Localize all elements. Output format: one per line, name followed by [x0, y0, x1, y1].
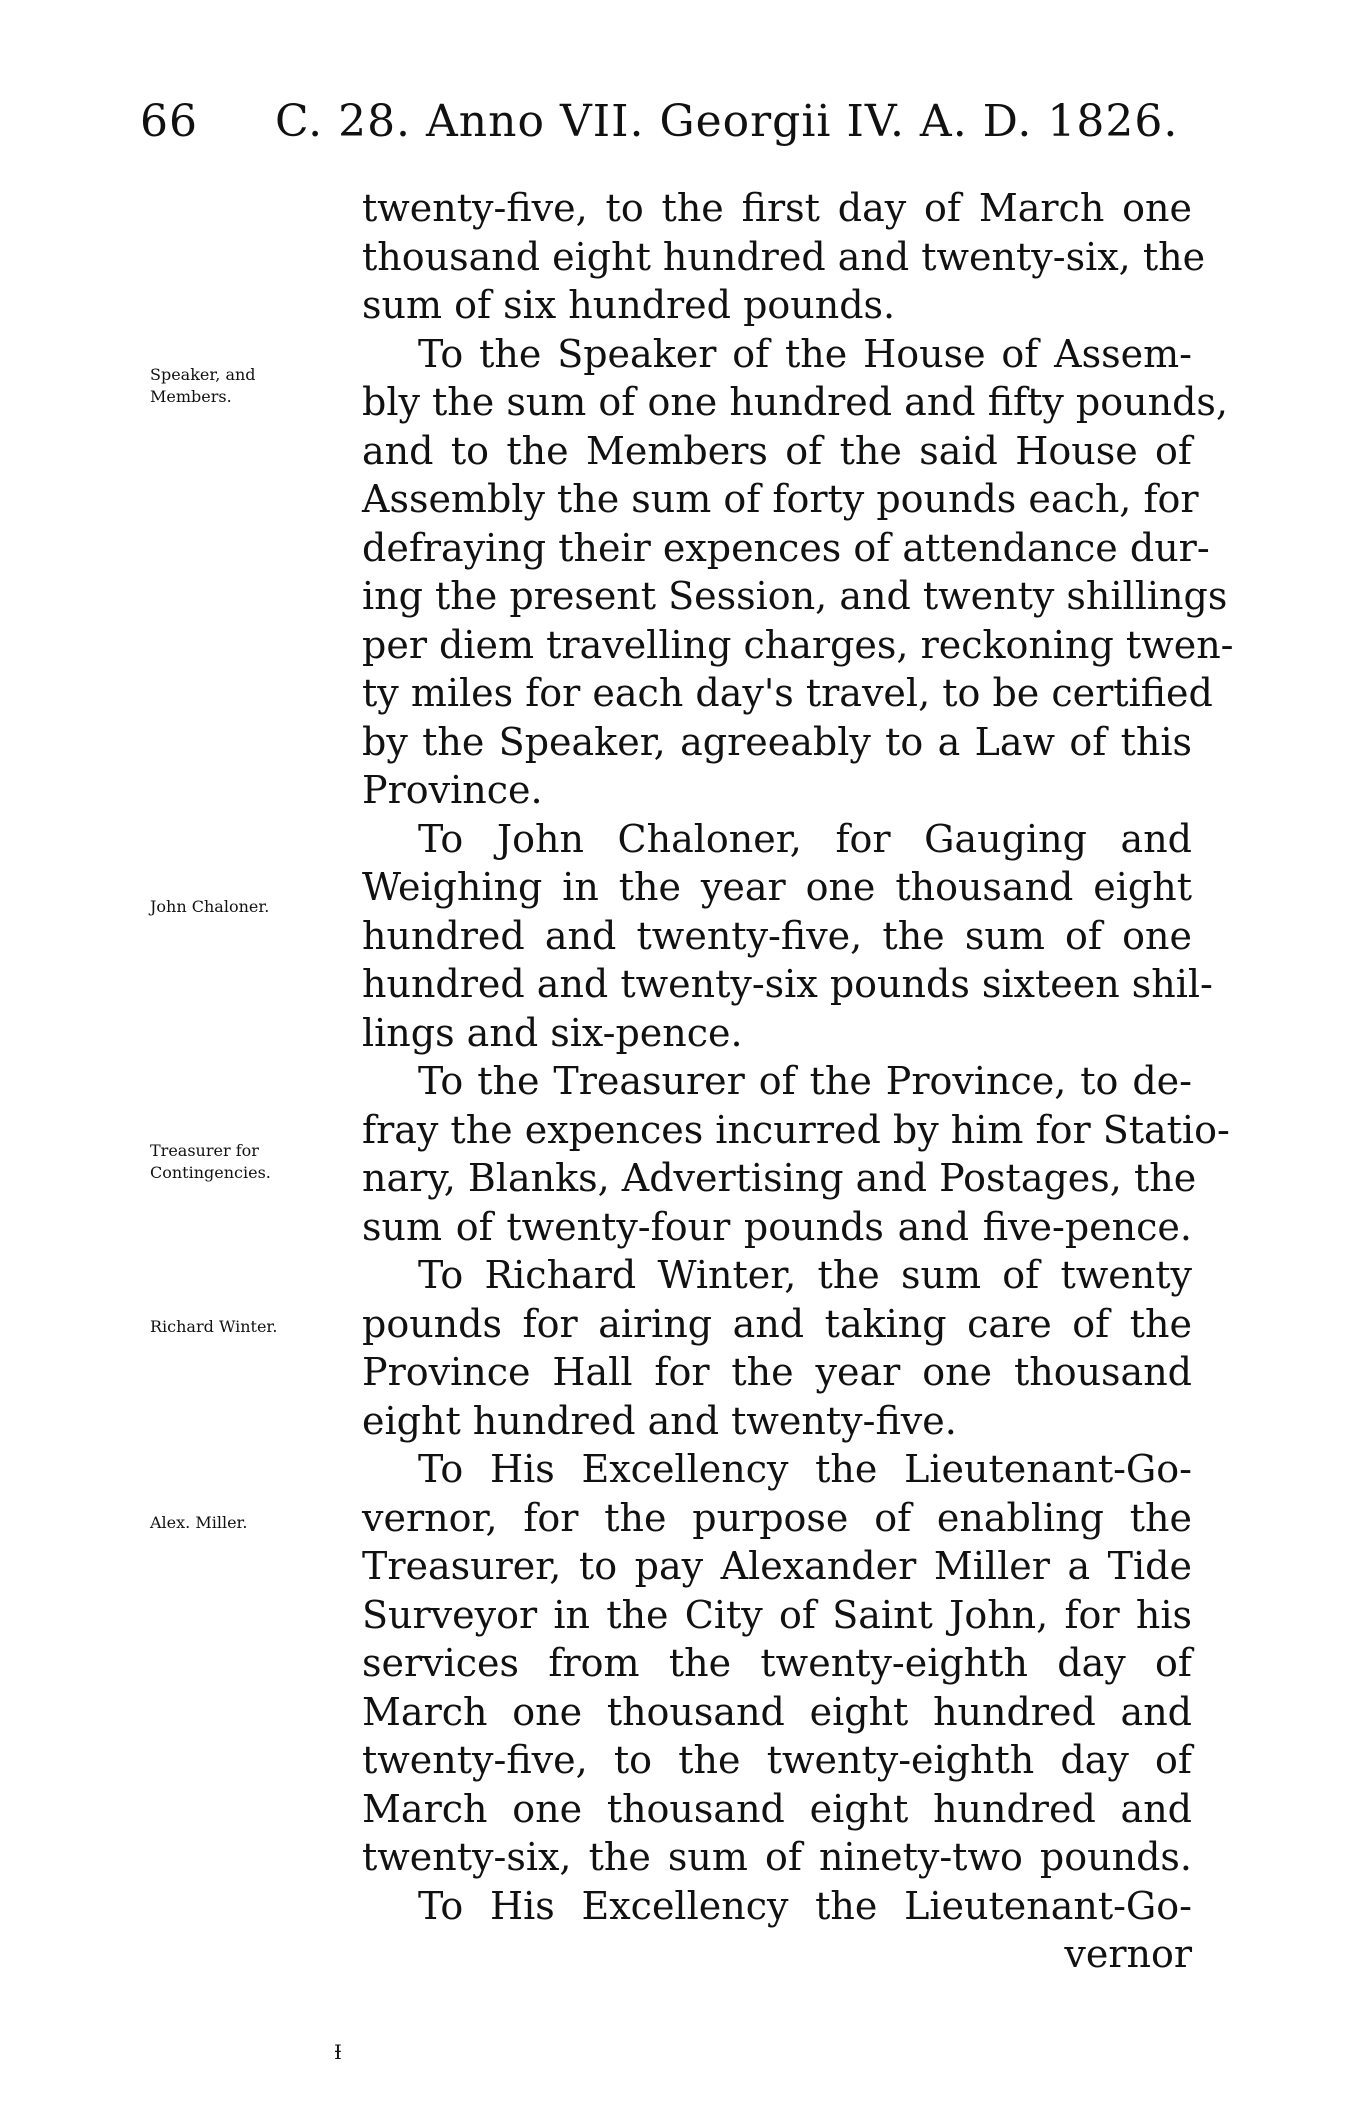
catchword: vernor: [1064, 1932, 1192, 1976]
body-line: services from the twenty-eighth day of: [362, 1641, 1192, 1685]
body-line: eight hundred and twenty-five.: [362, 1398, 957, 1443]
body-line: To Richard Winter, the sum of twenty: [418, 1253, 1192, 1297]
margin-note-line: Speaker, and: [150, 365, 256, 384]
body-line: ing the present Session, and twenty shillings: [362, 574, 1228, 618]
body-line: March one thousand eight hundred and: [362, 1689, 1192, 1734]
body-line: twenty-five, to the twenty-eighth day of: [362, 1738, 1192, 1782]
body-line: March one thousand eight hundred and: [362, 1786, 1192, 1831]
body-line: twenty-five, to the first day of March one: [362, 186, 1192, 230]
body-line: twenty-six, the sum of ninety-two pounds.: [362, 1835, 1192, 1879]
margin-note-line: Alex. Miller.: [150, 1513, 248, 1532]
margin-note-line: Treasurer for: [150, 1141, 259, 1160]
body-line: lings and six-pence.: [362, 1010, 743, 1055]
page-number: 66: [140, 96, 198, 147]
body-line: vernor, for the purpose of enabling the: [362, 1495, 1192, 1540]
body-line: Province Hall for the year one thousand: [362, 1350, 1192, 1394]
body-text: [362, 184, 1234, 1979]
body-line: ty miles for each day's travel, to be certified: [362, 671, 1213, 715]
body-line: fray the expences incurred by him for Statio-: [362, 1107, 1230, 1152]
body-line: nary, Blanks, Advertising and Postages, the: [362, 1156, 1197, 1200]
margin-note-treasurer: [150, 1140, 350, 1184]
body-line: defraying their expences of attendance dur-: [362, 525, 1210, 570]
body-line: bly the sum of one hundred and fifty pounds,: [362, 380, 1228, 424]
body-line: Province.: [362, 768, 543, 812]
body-line: Assembly the sum of forty pounds each, for: [362, 477, 1199, 521]
body-line: thousand eight hundred and twenty-six, the: [362, 234, 1206, 279]
margin-note-miller: [150, 1512, 350, 1534]
margin-note-line: Contingencies.: [150, 1163, 271, 1182]
body-line: To His Excellency the Lieutenant-Go-: [418, 1447, 1192, 1491]
body-line: Treasurer, to pay Alexander Miller a Tide: [362, 1544, 1192, 1588]
body-line: pounds for airing and taking care of the: [362, 1301, 1192, 1346]
margin-note-speaker: [150, 364, 350, 408]
body-line: sum of twenty-four pounds and five-pence.: [362, 1204, 1192, 1249]
body-line: Weighing in the year one thousand eight: [362, 865, 1192, 909]
body-line: To His Excellency the Lieutenant-Go-: [418, 1883, 1192, 1928]
body-line: To the Treasurer of the Province, to de-: [418, 1059, 1192, 1103]
body-line: To the Speaker of the House of Assem-: [418, 331, 1192, 376]
margin-note-line: John Chaloner.: [150, 897, 270, 916]
margin-note-chaloner: [150, 896, 350, 918]
margin-note-winter: [150, 1316, 350, 1338]
running-head: C. 28. Anno VII. Georgii IV. A. D. 1826.: [275, 96, 1179, 147]
body-line: sum of six hundred pounds.: [362, 283, 896, 327]
body-line: Surveyor in the City of Saint John, for his: [362, 1592, 1192, 1637]
signature-mark: Ɨ: [334, 2040, 342, 2064]
body-line: hundred and twenty-five, the sum of one: [362, 913, 1192, 958]
margin-note-line: Richard Winter.: [150, 1317, 278, 1336]
body-line: hundred and twenty-six pounds sixteen shil-: [362, 962, 1213, 1006]
page-header: [140, 96, 1190, 147]
body-line: and to the Members of the said House of: [362, 428, 1192, 473]
body-line: per diem travelling charges, reckoning twen-: [362, 622, 1234, 667]
margin-note-line: Members.: [150, 387, 232, 406]
body-line: To John Chaloner, for Gauging and: [418, 816, 1192, 861]
body-line: by the Speaker, agreeably to a Law of this: [362, 719, 1192, 764]
